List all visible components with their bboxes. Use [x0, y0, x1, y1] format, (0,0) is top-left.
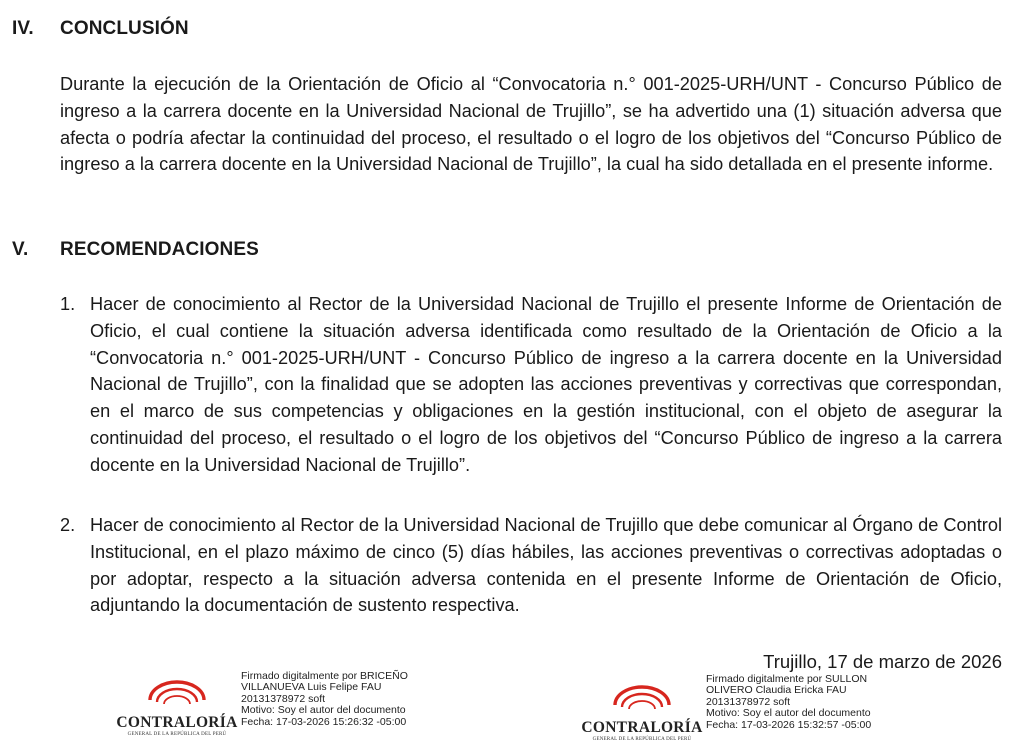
section-heading-recommendations	[12, 239, 259, 261]
digital-signature-2	[706, 674, 871, 731]
recommendation-item-1	[60, 291, 1002, 479]
logo-subtitle: GENERAL DE LA REPÚBLICA DEL PERÚ	[127, 732, 227, 737]
section-title: RECOMENDACIONES	[60, 239, 259, 260]
section-title: CONCLUSIÓN	[60, 18, 189, 39]
signature-line: 20131378972 soft	[706, 695, 791, 708]
logo-brand: CONTRALORÍA	[116, 714, 238, 731]
logo-brand: CONTRALORÍA	[581, 719, 703, 736]
signature-line: Fecha: 17-03-2026 15:32:57 -05:00	[706, 718, 872, 731]
signature-line: VILLANUEVA Luis Felipe FAU	[241, 681, 382, 694]
conclusion-paragraph: Durante la ejecución de la Orientación de Oficio al “Convocatoria n.° 001-2025-URH/UNT - Concurso Público de ingreso a la carrera docente en la Universidad Nacional de Trujillo”, se ha advertido una (1) situación adversa que afecta o podría afectar la continuidad del proceso, el resultado o el logro de los objetivos del “Concurso Público de ingreso a la carrera docente en la Universidad Nacional de Trujillo”, la cual ha sido detallada en el presente informe.	[60, 74, 1002, 175]
signature-line: Firmado digitalmente por BRICEÑO	[241, 670, 408, 682]
section-heading-conclusion	[12, 18, 189, 40]
item-text: Hacer de conocimiento al Rector de la Universidad Nacional de Trujillo que debe comunicar al Órgano de Control Institucional, en el plazo máximo de cinco (5) días hábiles, las acciones preventivas o correctivas adoptadas o por adoptar, respecto a la situación adversa contenida en el presente Informe de Orientación de Oficio, adjuntando la documentación de sustento respectiva.	[90, 515, 1002, 616]
contraloria-logo	[581, 681, 703, 743]
logo-subtitle: GENERAL DE LA REPÚBLICA DEL PERÚ	[592, 737, 692, 742]
signature-line: 20131378972 soft	[241, 692, 326, 705]
document-date: Trujillo, 17 de marzo de 2026	[763, 651, 1002, 672]
item-number: 2.	[60, 515, 76, 535]
recommendation-item-2	[60, 512, 1002, 619]
digital-signature-1	[241, 671, 408, 728]
contraloria-logo	[116, 676, 238, 738]
item-number: 1.	[60, 294, 76, 314]
item-text: Hacer de conocimiento al Rector de la Universidad Nacional de Trujillo el presente Informe de Orientación de Oficio, el cual contiene la situación adversa identificada como resultado de la Orientación de Oficio a la “Convocatoria n.° 001-2025-URH/UNT - Concurso Público de ingreso a la carrera docente en la Universidad Nacional de Trujillo”, con la finalidad que se adopten las acciones preventivas y correctivas que correspondan, en el marco de sus competencias y obligaciones en la gestión institucional, con el objeto de asegurar la continuidad del proceso, el resultado o el logro de los objetivos del “Concurso Público de ingreso a la carrera docente en la Universidad Nacional de Trujillo”.	[90, 294, 1002, 475]
section-number: IV.	[12, 18, 34, 39]
section-number: V.	[12, 239, 29, 260]
signature-line: OLIVERO Claudia Ericka FAU	[706, 684, 847, 697]
signature-line: Firmado digitalmente por SULLON	[706, 673, 868, 685]
signature-line: Fecha: 17-03-2026 15:26:32 -05:00	[241, 715, 407, 728]
contraloria-emblem-icon	[609, 681, 675, 721]
contraloria-emblem-icon	[144, 676, 210, 716]
signature-line: Motivo: Soy el autor del documento	[706, 707, 871, 720]
signature-line: Motivo: Soy el autor del documento	[241, 704, 406, 717]
